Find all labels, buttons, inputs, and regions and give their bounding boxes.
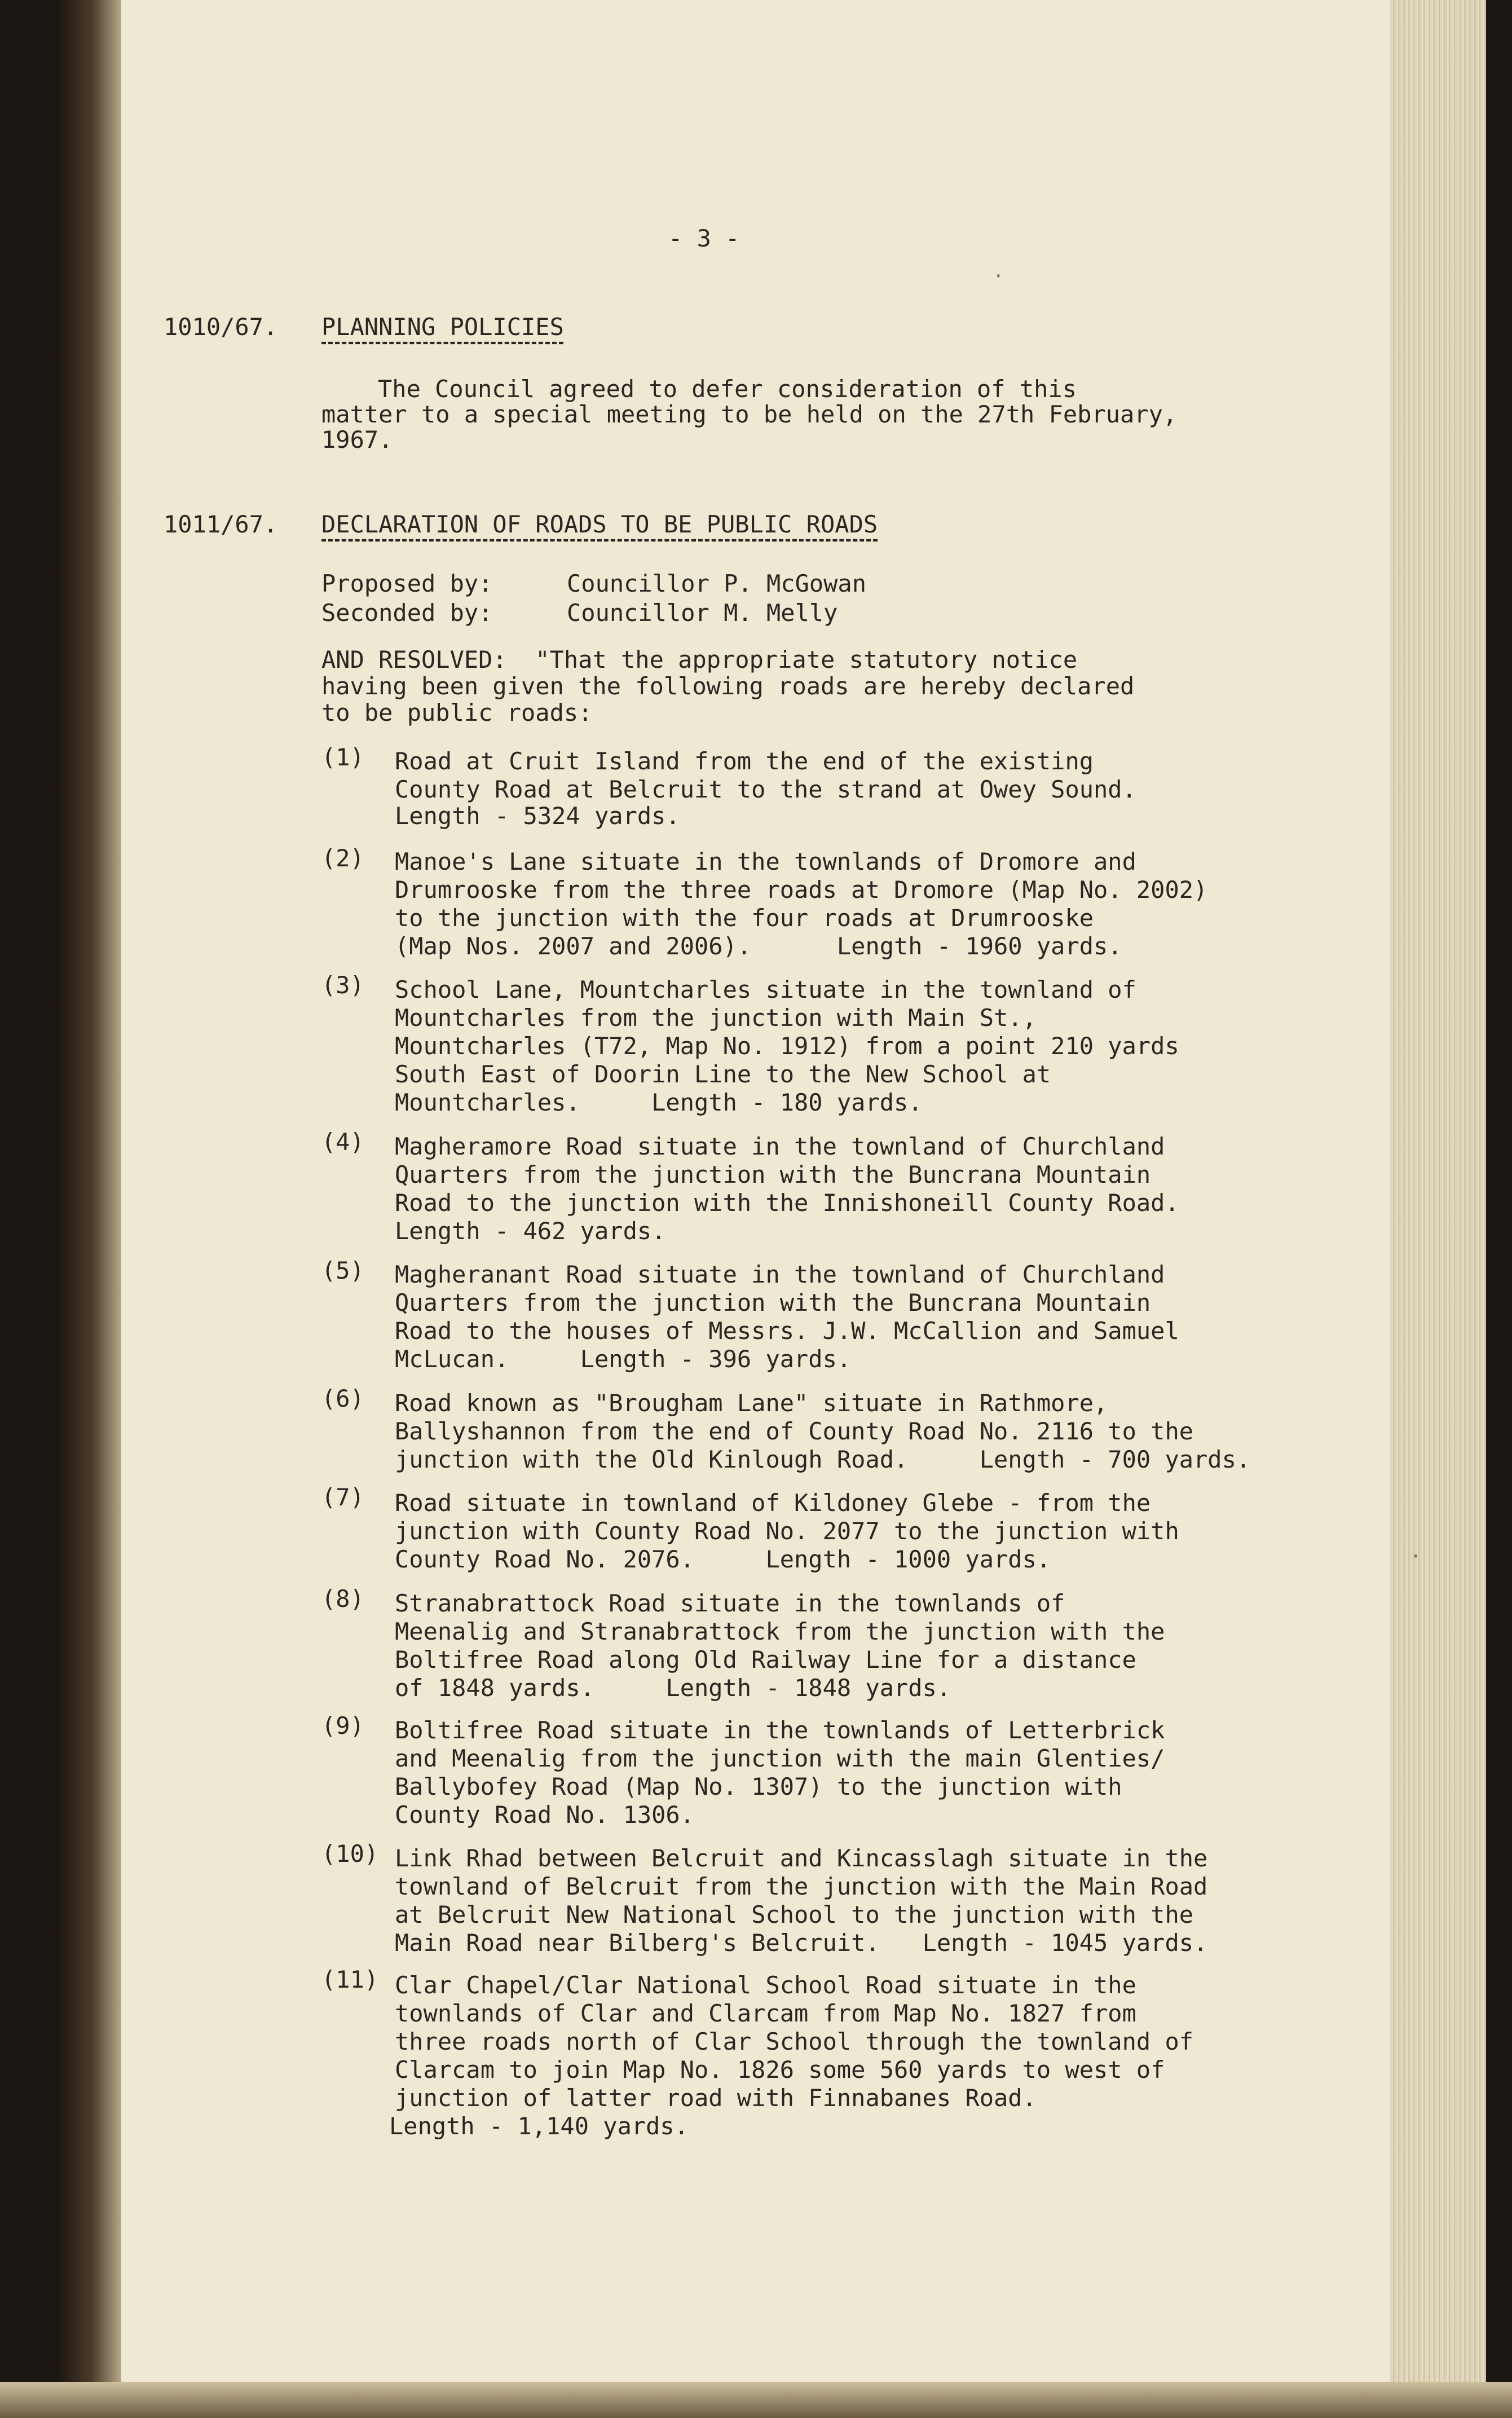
road-number: (1) xyxy=(321,743,364,771)
road-line: Quarters from the junction with the Buncrana Mountain xyxy=(395,1289,1151,1316)
book-bottom-edge xyxy=(0,2382,1512,2418)
road-line: McLucan. Length - 396 yards. xyxy=(395,1345,852,1373)
road-line: Quarters from the junction with the Buncrana Mountain xyxy=(395,1161,1151,1188)
road-number: (11) xyxy=(321,1966,379,1993)
road-line: of 1848 yards. Length - 1848 yards. xyxy=(395,1674,951,1702)
seconded-label: Seconded by: xyxy=(321,599,493,627)
road-line: South East of Doorin Line to the New School at xyxy=(395,1060,1051,1088)
road-line: Road known as "Brougham Lane" situate in Rathmore, xyxy=(395,1389,1108,1417)
minute-number: 1010/67. xyxy=(164,313,278,341)
road-line: Road situate in townland of Kildoney Glebe - from the xyxy=(395,1489,1151,1517)
road-line: junction with the Old Kinlough Road. Length - 700 yards. xyxy=(395,1446,1251,1473)
road-line: Boltifree Road along Old Railway Line for a distance xyxy=(395,1646,1136,1673)
road-line: junction of latter road with Finnabanes Road. xyxy=(395,2084,1037,2112)
road-line: three roads north of Clar School through the townland of xyxy=(395,2028,1194,2055)
road-line: to the junction with the four roads at Drumrooske xyxy=(395,904,1094,932)
road-line: Stranabrattock Road situate in the townlands of xyxy=(395,1589,1065,1617)
road-line: junction with County Road No. 2077 to the junction with xyxy=(395,1517,1179,1545)
road-line: Length - 1,140 yards. xyxy=(389,2112,689,2140)
resolution-line: having been given the following roads are hereby declared xyxy=(321,672,1135,700)
road-line: County Road at Belcruit to the strand at Owey Sound. xyxy=(395,776,1136,803)
road-line: Manoe's Lane situate in the townlands of Dromore and xyxy=(395,848,1136,875)
road-line: Road to the junction with the Innishoneill County Road. xyxy=(395,1189,1179,1217)
road-line: Meenalig and Stranabrattock from the junction with the xyxy=(395,1618,1165,1645)
road-line: County Road No. 2076. Length - 1000 yards. xyxy=(395,1545,1051,1573)
road-line: Main Road near Bilberg's Belcruit. Length - 1045 yards. xyxy=(395,1929,1208,1957)
ink-speck: · xyxy=(993,265,1004,288)
road-line: Clarcam to join Map No. 1826 some 560 yards to west of xyxy=(395,2056,1165,2084)
road-number: (10) xyxy=(321,1840,379,1868)
proposed-value: Councillor P. McGowan xyxy=(567,570,867,597)
road-line: Ballybofey Road (Map No. 1307) to the junction with xyxy=(395,1773,1122,1800)
paragraph-line: matter to a special meeting to be held on the 27th February, xyxy=(321,400,1178,428)
ink-speck: · xyxy=(1410,1545,1422,1568)
road-line: Ballyshannon from the end of County Road No. 2116 to the xyxy=(395,1417,1194,1445)
resolution-line: AND RESOLVED: "That the appropriate statutory notice xyxy=(321,646,1078,673)
paragraph-line: The Council agreed to defer consideration of this xyxy=(378,375,1077,403)
document-page xyxy=(56,0,1486,2418)
page-edges xyxy=(1390,0,1486,2418)
road-number: (9) xyxy=(321,1712,364,1739)
road-number: (7) xyxy=(321,1483,364,1511)
road-line: Length - 5324 yards. xyxy=(395,802,680,830)
road-line: Magheranant Road situate in the townland of Churchland xyxy=(395,1261,1165,1288)
road-line: at Belcruit New National School to the junction with the xyxy=(395,1901,1194,1928)
road-line: Length - 462 yards. xyxy=(395,1217,666,1245)
road-number: (8) xyxy=(321,1585,364,1613)
road-line: (Map Nos. 2007 and 2006). Length - 1960 yards. xyxy=(395,932,1122,960)
road-line: townland of Belcruit from the junction with the Main Road xyxy=(395,1873,1208,1900)
road-line: Boltifree Road situate in the townlands of Letterbrick xyxy=(395,1716,1165,1744)
road-line: Clar Chapel/Clar National School Road situate in the xyxy=(395,1971,1136,1999)
road-line: townlands of Clar and Clarcam from Map No. 1827 from xyxy=(395,1999,1136,2027)
road-line: County Road No. 1306. xyxy=(395,1801,695,1829)
resolution-line: to be public roads: xyxy=(321,699,593,726)
road-line: Road at Cruit Island from the end of the existing xyxy=(395,747,1094,775)
page-number: - 3 - xyxy=(668,224,740,252)
book-binding xyxy=(56,0,121,2418)
road-line: Road to the houses of Messrs. J.W. McCallion and Samuel xyxy=(395,1317,1179,1345)
road-line: Magheramore Road situate in the townland of Churchland xyxy=(395,1133,1165,1160)
road-line: Link Rhad between Belcruit and Kincasslagh situate in the xyxy=(395,1844,1208,1872)
road-number: (3) xyxy=(321,971,364,999)
road-number: (6) xyxy=(321,1385,364,1412)
road-number: (5) xyxy=(321,1257,364,1284)
road-line: School Lane, Mountcharles situate in the townland of xyxy=(395,976,1136,1003)
section-heading: DECLARATION OF ROADS TO BE PUBLIC ROADS xyxy=(321,510,878,538)
paragraph-line: 1967. xyxy=(321,426,393,453)
road-number: (4) xyxy=(321,1128,364,1156)
road-line: Mountcharles from the junction with Main St., xyxy=(395,1004,1037,1032)
seconded-value: Councillor M. Melly xyxy=(567,599,838,627)
road-line: Mountcharles. Length - 180 yards. xyxy=(395,1089,923,1116)
minute-number: 1011/67. xyxy=(164,510,278,538)
road-line: Mountcharles (T72, Map No. 1912) from a point 210 yards xyxy=(395,1032,1179,1060)
road-number: (2) xyxy=(321,844,364,872)
road-line: Drumrooske from the three roads at Dromore (Map No. 2002) xyxy=(395,876,1208,904)
road-line: and Meenalig from the junction with the main Glenties/ xyxy=(395,1745,1165,1772)
proposed-label: Proposed by: xyxy=(321,570,493,597)
section-heading: PLANNING POLICIES xyxy=(321,313,564,341)
